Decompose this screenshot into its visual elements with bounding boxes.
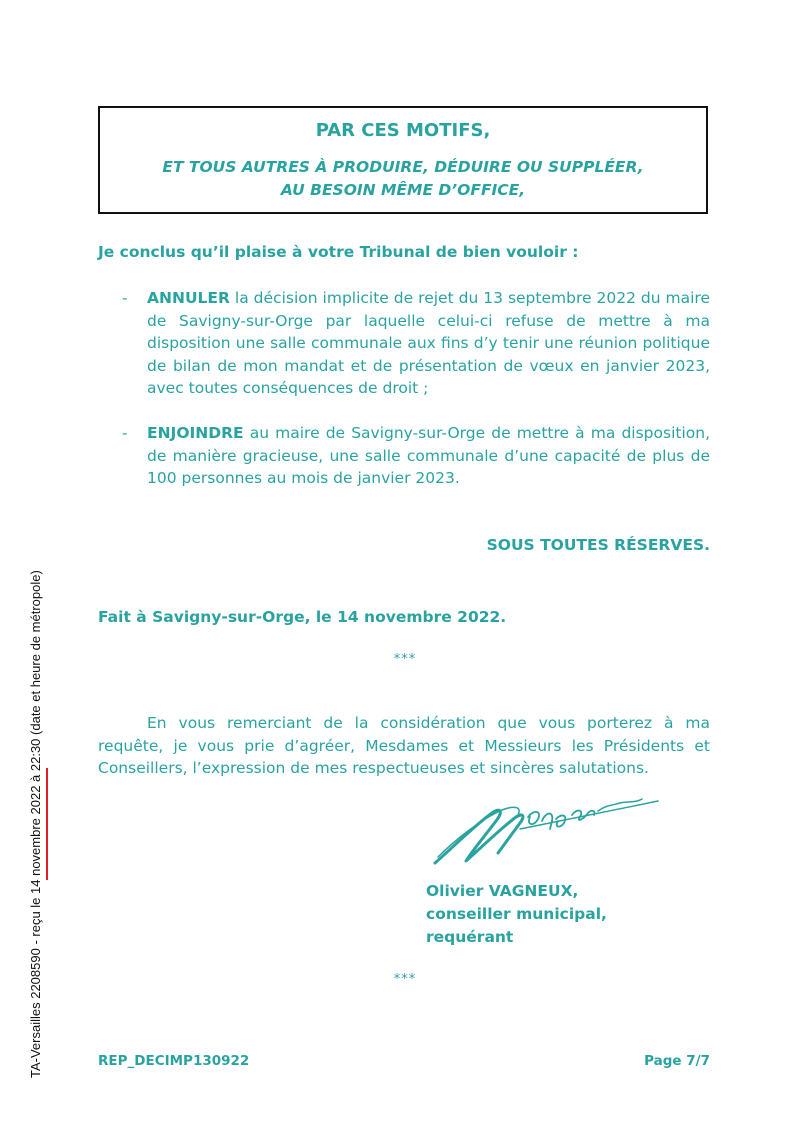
motifs-title: PAR CES MOTIFS, [315,120,491,141]
reserve-statement: SOUS TOUTES RÉSERVES. [486,536,710,554]
request-body: la décision implicite de rejet du 13 septembre 2022 du maire de Savigny-sur-Orge par laquelle celui-ci refuse de mettre à ma disposition une salle communale aux fins d’y tenir une réunion politique de bilan de mon mandat et de présentation de vœux en janvier 2023, avec toutes conséquences de droit ; [147,289,710,397]
court-receipt-stamp: TA-Versailles 2208590 - reçu le 14 novembre 2022 à 22:30 (date et heure de métropole) [28,570,43,1078]
document-reference: REP_DECIMP130922 [98,1053,250,1069]
signer-block [426,880,607,949]
request-item-text [147,287,710,400]
signer-role: conseiller municipal, [426,905,607,923]
motifs-subtitle [100,156,706,202]
place-date-line: Fait à Savigny-sur-Orge, le 14 novembre 2022. [98,608,507,626]
request-keyword: ENJOINDRE [147,424,244,442]
request-item-enjoindre [98,422,710,490]
motifs-box [98,106,708,214]
separator-stars: *** [393,972,417,987]
signer-title: requérant [426,928,514,946]
request-item-text [147,422,710,490]
closing-paragraph: En vous remerciant de la considération que vous porterez à ma requête, je vous prie d’agréer, Mesdames et Messieurs les Présidents et Conseillers, l’expression de mes respectueuses et sincères salutations. [98,714,710,777]
motifs-subtitle-line-2: AU BESOIN MÊME D’OFFICE, [280,181,526,199]
stamp-underline [46,768,48,880]
list-dash: - [122,289,128,307]
handwritten-signature [430,795,665,870]
signer-name: Olivier VAGNEUX, [426,882,579,900]
motifs-subtitle-line-1: ET TOUS AUTRES À PRODUIRE, DÉDUIRE OU SUPPLÉER, [162,158,644,176]
request-item-annuler [98,287,710,400]
request-body: au maire de Savigny-sur-Orge de mettre à ma disposition, de manière gracieuse, une salle communale d’une capacité de plus de 100 personnes au mois de janvier 2023. [147,424,710,487]
request-keyword: ANNULER [147,289,230,307]
list-dash: - [122,424,128,442]
page-number: Page 7/7 [644,1053,710,1069]
conclusion-lead: Je conclus qu’il plaise à votre Tribunal de bien vouloir : [98,243,579,261]
separator-stars: *** [393,652,417,667]
